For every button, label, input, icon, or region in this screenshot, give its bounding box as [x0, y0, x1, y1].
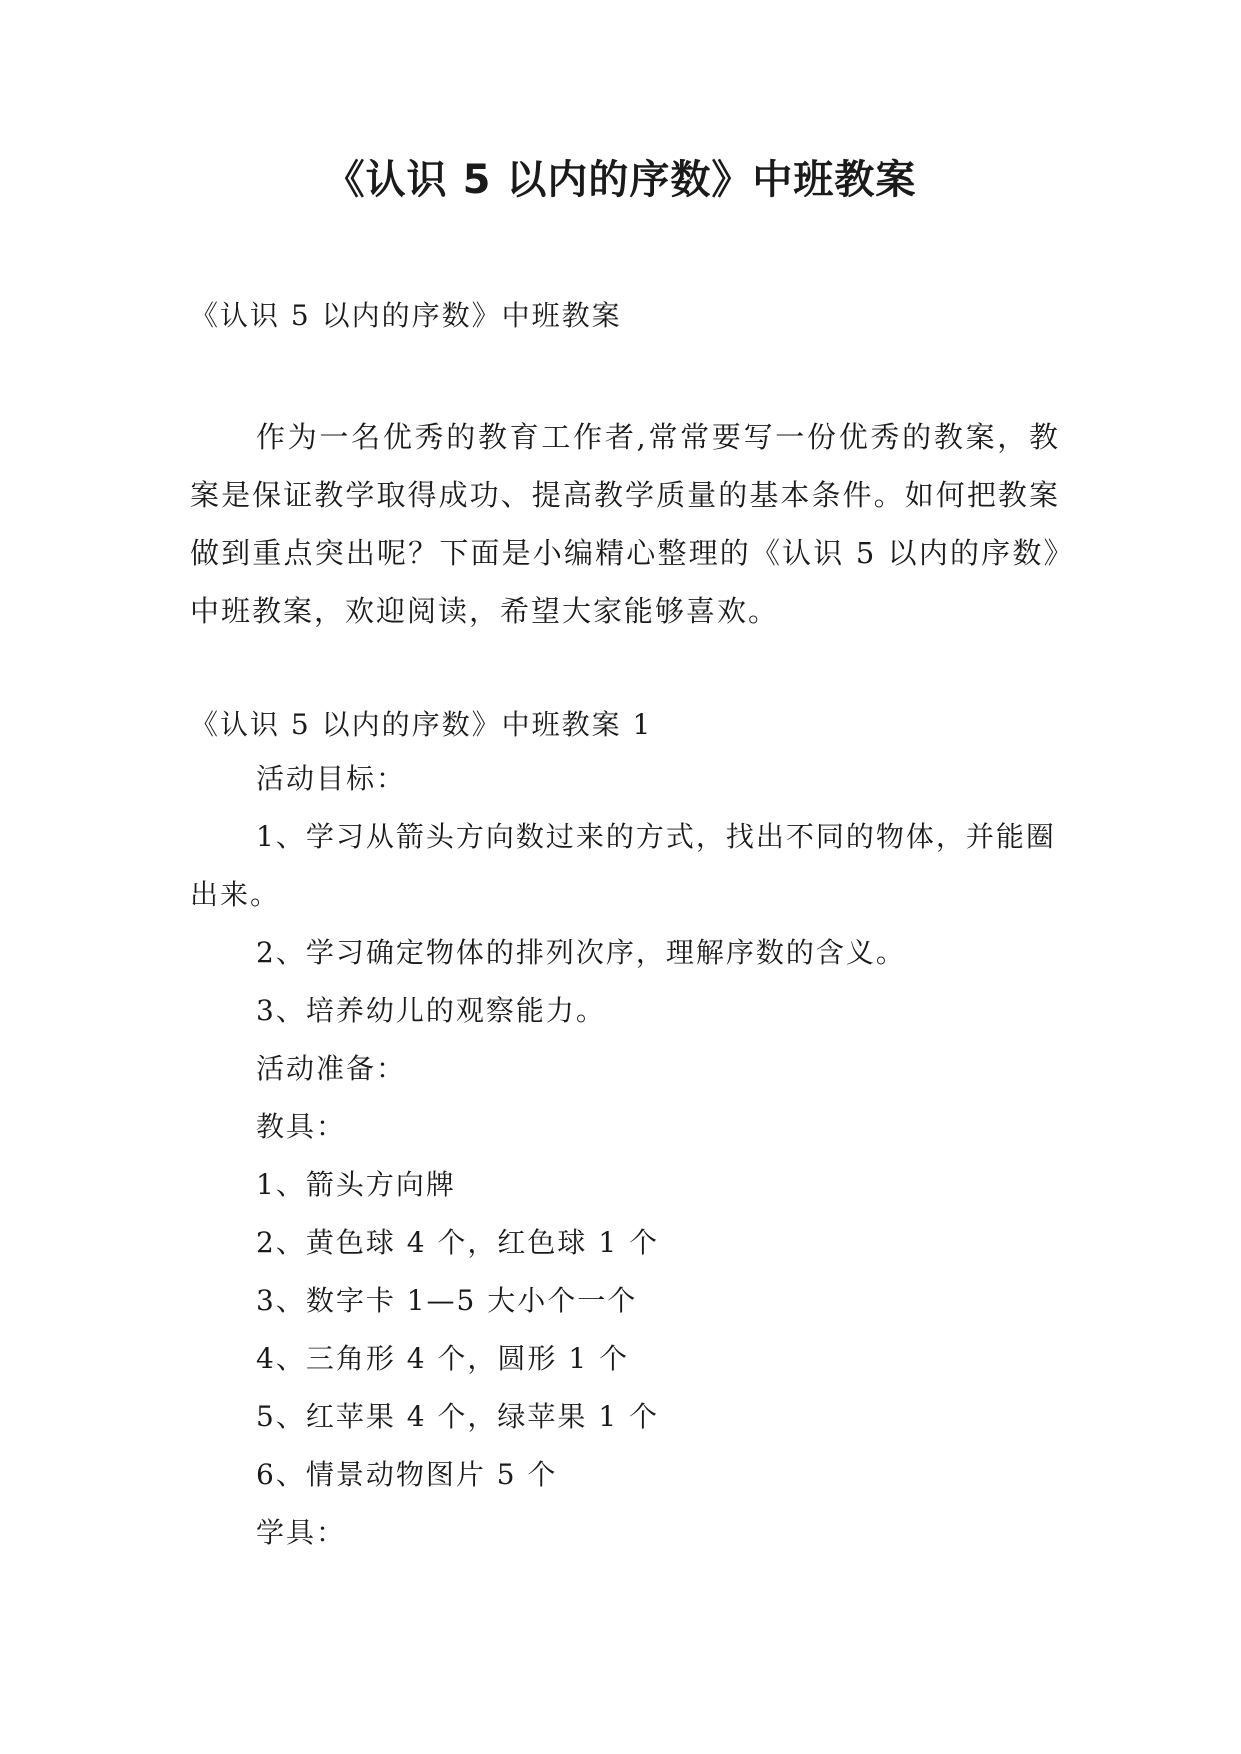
document-subtitle: 《认识 5 以内的序数》中班教案 [190, 299, 622, 332]
goal-item-3: 3、培养幼儿的观察能力。 [256, 994, 606, 1027]
aid-item-5: 5、红苹果 4 个，绿苹果 1 个 [256, 1400, 660, 1433]
aid-item-2: 2、黄色球 4 个，红色球 1 个 [256, 1226, 660, 1259]
preparation-heading: 活动准备： [256, 1052, 407, 1085]
section-heading: 《认识 5 以内的序数》中班教案 1 [190, 708, 653, 741]
aid-item-1: 1、箭头方向牌 [256, 1168, 456, 1201]
document-title: 《认识 5 以内的序数》中班教案 [324, 157, 917, 203]
lesson-content [190, 750, 1060, 1562]
goal-item-2: 2、学习确定物体的排列次序，理解序数的含义。 [256, 936, 906, 969]
intro-paragraph: 作为一名优秀的教育工作者,常常要写一份优秀的教案，教案是保证教学取得成功、提高教学质量的基本条件。如何把教案做到重点突出呢？下面是小编精心整理的《认识 5 以内的序数》中班教案，欢迎阅读，希望大家能够喜欢。 [190, 420, 1060, 628]
goals-heading: 活动目标： [256, 762, 407, 795]
student-materials-heading: 学具： [256, 1516, 347, 1549]
aid-item-6: 6、情景动物图片 5 个 [256, 1458, 558, 1491]
goal-item-1: 1、学习从箭头方向数过来的方式，找出不同的物体，并能圈出来。 [190, 820, 1056, 911]
aid-item-3: 3、数字卡 1—5 大小个一个 [256, 1284, 638, 1317]
aid-item-4: 4、三角形 4 个，圆形 1 个 [256, 1342, 630, 1375]
teaching-aids-heading: 教具： [256, 1110, 347, 1143]
